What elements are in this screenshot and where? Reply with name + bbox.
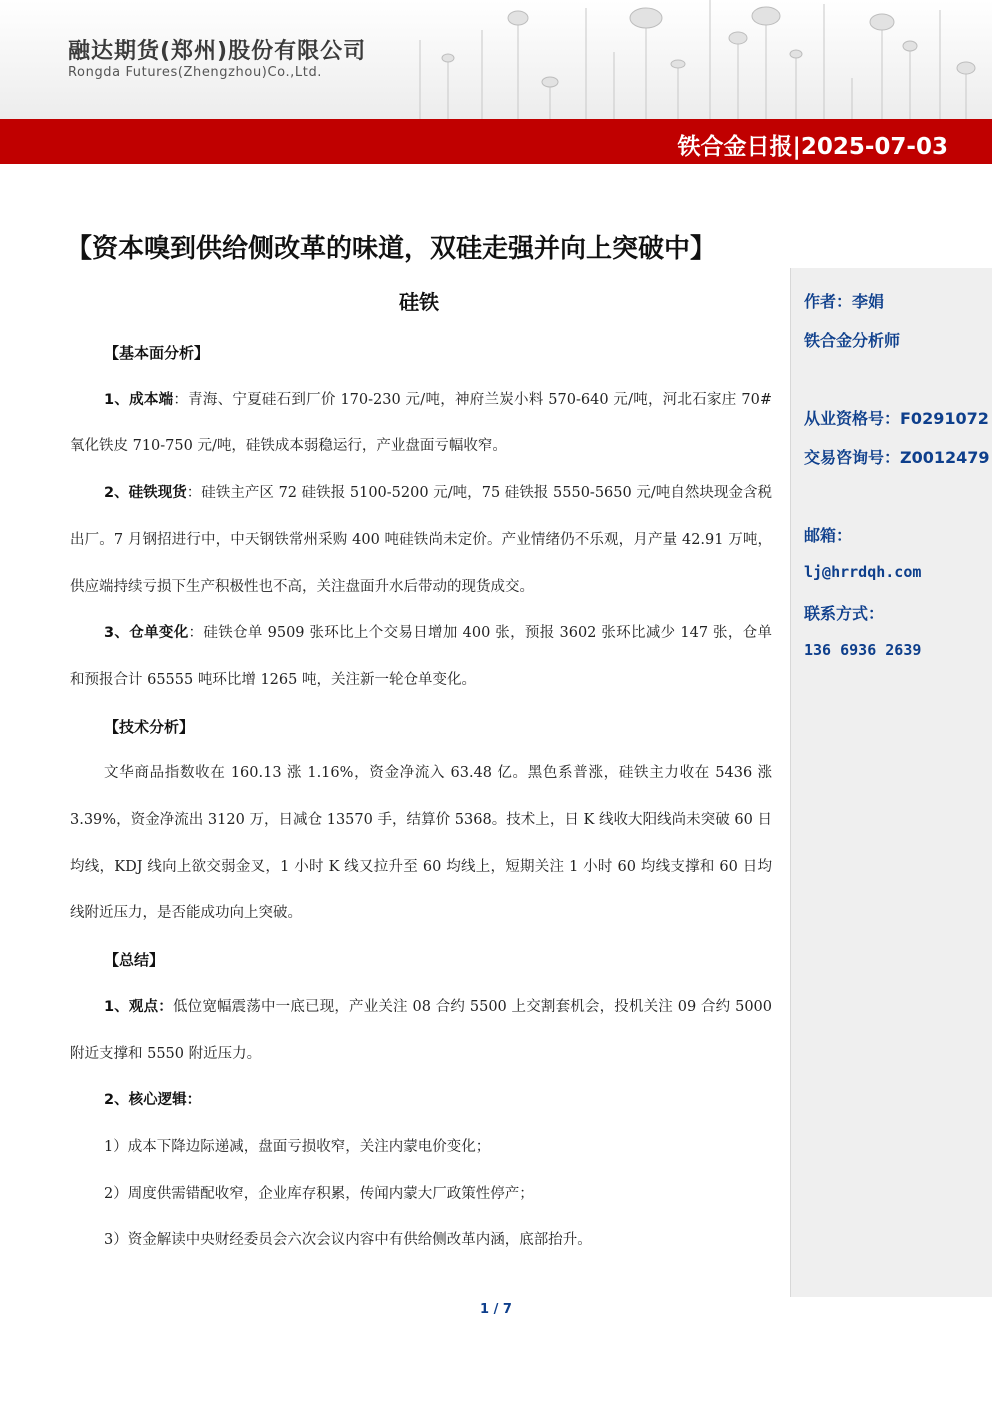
- view-text: 低位宽幅震荡中一底已现，产业关注 08 合约 5500 上交割套机会，投机关注 09 合约 5000 附近支撑和 5550 附近压力。: [70, 998, 773, 1062]
- phone-number: 136 6936 2639: [804, 641, 922, 659]
- cost-text: ：青海、宁夏硅石到厂价 170-230 元/吨，神府兰炭小料 570-640 元/吨，河北石家庄 70#氧化铁皮 710-750 元/吨，硅铁成本弱稳运行，产业盘面亏幅收窄。: [70, 391, 772, 455]
- report-title: 铁合金日报|2025-07-03: [677, 134, 948, 160]
- logic-item: 2）周度供需错配收窄，企业库存积累，传闻内蒙大厂政策性停产；: [104, 1185, 534, 1202]
- spot-paragraph: [70, 470, 772, 610]
- warehouse-paragraph: [70, 610, 772, 703]
- author-name: 作者：李娟: [804, 292, 885, 311]
- header-decoration: [400, 0, 992, 120]
- contact-label: 联系方式：: [804, 604, 885, 623]
- summary-heading: 【总结】: [104, 951, 165, 970]
- article-title: 【资本嗅到供给侧改革的味道，双硅走强并向上突破中】: [66, 234, 717, 264]
- warehouse-label: 3、仓单变化: [104, 625, 189, 642]
- logic-heading: [70, 1077, 772, 1124]
- email-link[interactable]: lj@hrrdqh.com: [804, 563, 922, 581]
- author-role: 铁合金分析师: [804, 331, 901, 350]
- logic-item: 1）成本下降边际递减，盘面亏损收窄，关注内蒙电价变化；: [104, 1138, 491, 1155]
- company-name-en: Rongda Futures(Zhengzhou)Co.,Ltd.: [68, 65, 323, 80]
- view-paragraph: [70, 984, 772, 1077]
- spot-text: ：硅铁主产区 72 硅铁报 5100-5200 元/吨，75 硅铁报 5550-5650 元/吨自然块现金含税出厂。7 月钢招进行中，中天钢铁常州采购 400 吨硅铁尚未定价。产业情绪仍不乐观，月产量 42.91 万吨，供应端持续亏损下生产积极性也不高，关注盘面升水后带动的现货成交。: [70, 485, 772, 595]
- logic-label: 2、核心逻辑：: [104, 1092, 202, 1109]
- author-sidebar: [790, 268, 992, 1297]
- license-number: 从业资格号：F0291072: [804, 409, 989, 428]
- email-label: 邮箱：: [804, 526, 853, 545]
- page-number: 1 / 7: [480, 1302, 512, 1317]
- article-subtitle: 硅铁: [399, 290, 439, 314]
- cost-label: 1、成本端: [104, 391, 174, 408]
- report-body: [70, 330, 772, 1264]
- cost-paragraph: [70, 377, 772, 470]
- warehouse-text: ：硅铁仓单 9509 张环比上个交易日增加 400 张，预报 3602 张环比减少 147 张，仓单和预报合计 65555 吨环比增 1265 吨，关注新一轮仓单变化。: [70, 625, 772, 688]
- view-label: 1、观点：: [104, 998, 173, 1015]
- tech-paragraph: 文华商品指数收在 160.13 涨 1.16%，资金净流入 63.48 亿。黑色系普涨，硅铁主力收在 5436 涨 3.39%，资金净流出 3120 万，日减仓 13570 手，结算价 5368。技术上，日 K 线收大阳线尚未突破 60 日均线，KDJ 线向上欲交弱金叉，1 小时 K 线又拉升至 60 均线上，短期关注 1 小时 60 均线支撑和 60 日均线附近压力，是否能成功向上突破。: [70, 765, 772, 922]
- company-name-cn: 融达期货(郑州)股份有限公司: [68, 39, 367, 64]
- logic-item: 3）资金解读中央财经委员会六次会议内容中有供给侧改革内涵，底部抬升。: [104, 1232, 592, 1249]
- fundamental-heading: 【基本面分析】: [104, 344, 210, 362]
- tech-heading: 【技术分析】: [104, 717, 195, 736]
- consult-number: 交易咨询号：Z0012479: [804, 448, 990, 467]
- spot-label: 2、硅铁现货: [104, 485, 187, 502]
